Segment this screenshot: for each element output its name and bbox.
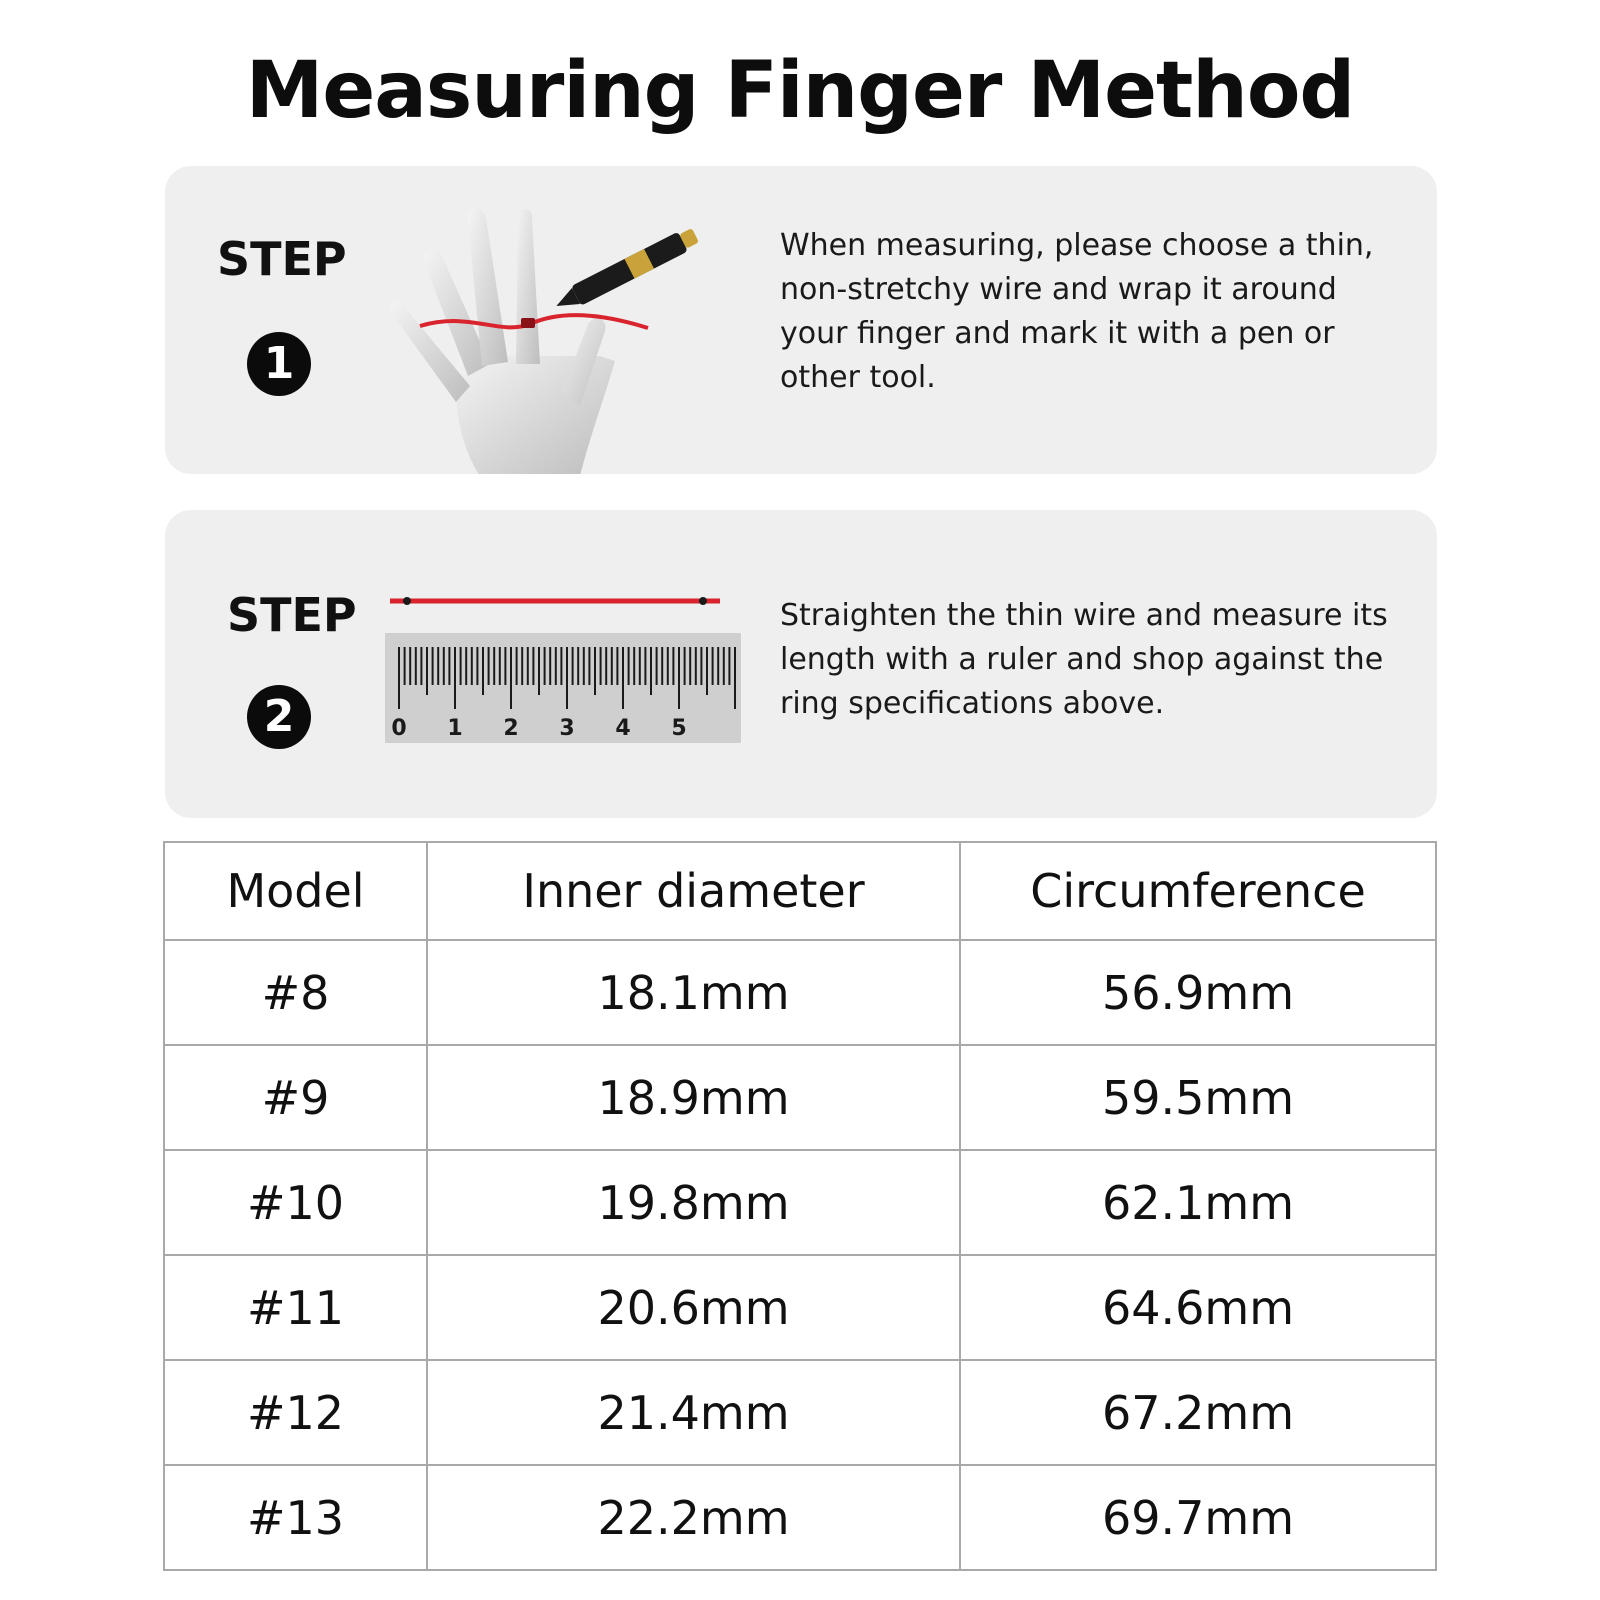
cell-model: #13 [164,1465,427,1570]
cell-model: #12 [164,1360,427,1465]
cell-inner-diameter: 22.2mm [427,1465,960,1570]
step-2-label: STEP [227,588,357,642]
table-row [164,1150,1436,1255]
cell-model: #11 [164,1255,427,1360]
cell-inner-diameter: 21.4mm [427,1360,960,1465]
cell-circumference: 67.2mm [960,1360,1436,1465]
table-row [164,1465,1436,1570]
ruler-tick-label: 1 [447,716,463,741]
cell-model: #9 [164,1045,427,1150]
header-inner-diameter: Inner diameter [427,842,960,940]
table-header-row [164,842,1436,940]
header-model: Model [164,842,427,940]
cell-circumference: 62.1mm [960,1150,1436,1255]
cell-circumference: 59.5mm [960,1045,1436,1150]
ruler-tick-label: 2 [503,716,519,741]
step-2-description: Straighten the thin wire and measure its length with a ruler and shop against the ring specifications above. [780,598,1388,721]
header-circumference: Circumference [960,842,1436,940]
table-row [164,1255,1436,1360]
step-1-description: When measuring, please choose a thin, non-stretchy wire and wrap it around your finger and mark it with a pen or other tool. [780,228,1374,395]
ruler-tick-label: 4 [615,716,631,741]
step-2-card [165,510,1437,818]
cell-inner-diameter: 18.9mm [427,1045,960,1150]
step-2-number-badge: 2 [247,685,311,749]
page-title: Measuring Finger Method [245,46,1355,136]
step-1-label: STEP [217,232,347,286]
cell-inner-diameter: 19.8mm [427,1150,960,1255]
ring-size-table [163,841,1437,1571]
cell-inner-diameter: 18.1mm [427,940,960,1045]
hand-with-wire-and-marker-icon [390,196,730,474]
table-row [164,940,1436,1045]
cell-model: #10 [164,1150,427,1255]
table-row [164,1360,1436,1465]
table-row [164,1045,1436,1150]
cell-inner-diameter: 20.6mm [427,1255,960,1360]
wire-and-ruler-icon [385,595,745,755]
cell-circumference: 56.9mm [960,940,1436,1045]
cell-circumference: 69.7mm [960,1465,1436,1570]
ruler-tick-label: 0 [391,716,407,741]
cell-model: #8 [164,940,427,1045]
cell-circumference: 64.6mm [960,1255,1436,1360]
ruler-tick-label: 5 [671,716,687,741]
step-1-card [165,166,1437,474]
step-1-number-badge: 1 [247,332,311,396]
ruler-tick-label: 3 [559,716,575,741]
